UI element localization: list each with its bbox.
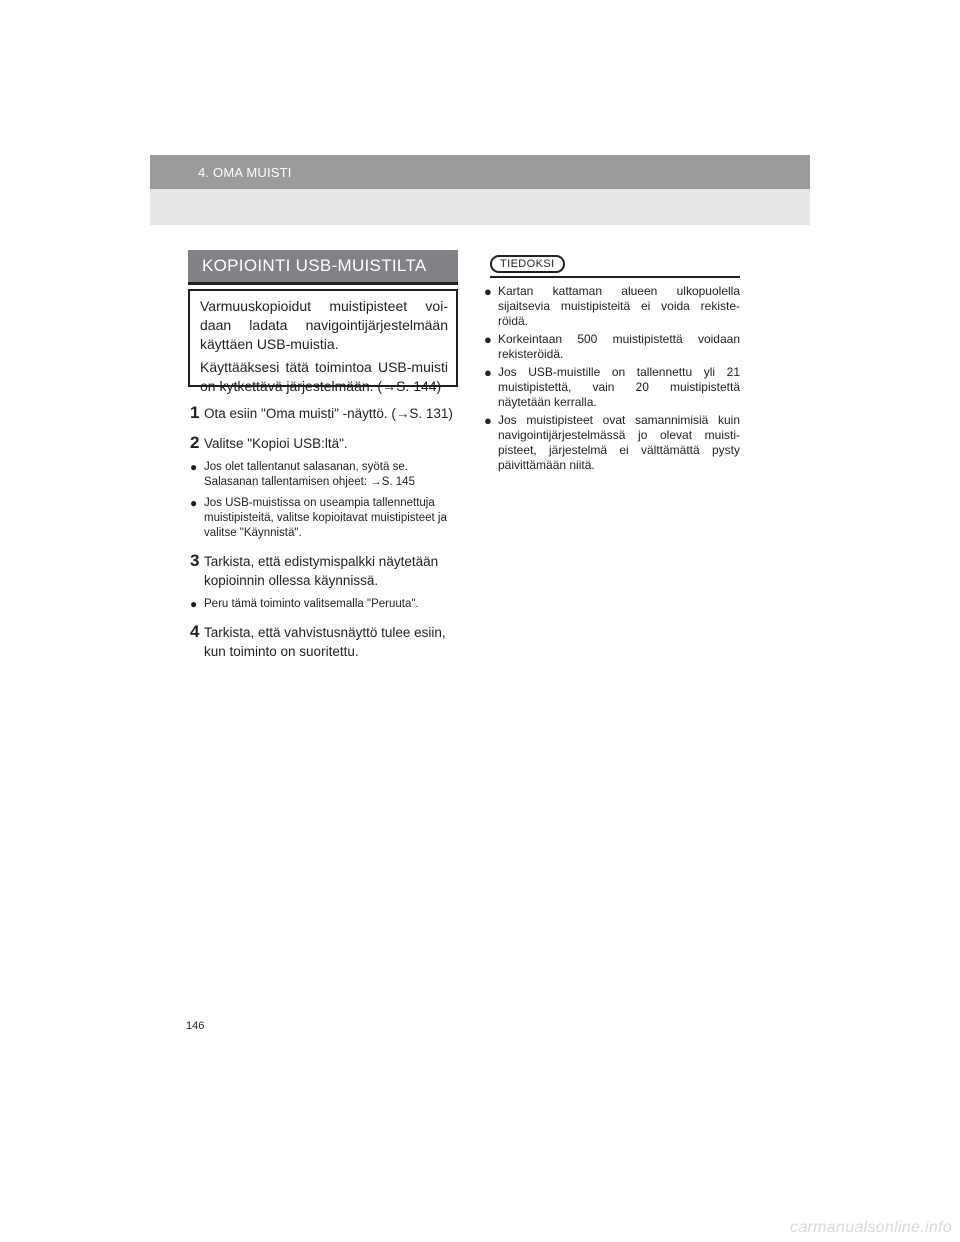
steps-list [190,404,462,661]
bullet-text: Peru tämä toiminto valitsemalla "Peruuta". [204,598,419,610]
step-number: 3 [190,551,200,570]
bullet-icon: ● [484,284,492,299]
tiedoksi-list [484,284,740,476]
section-title-rule [188,282,458,285]
tiedoksi-text: Korkeintaan 500 muistipistettä voidaan rekisteröidä. [498,332,740,361]
tiedoksi-text: Kartan kattaman alueen ulkopuolella sijaitsevia muistipisteitä ei voida rekiste-röidä. [498,284,740,328]
section-title: KOPIOINTI USB-MUISTILTA [188,250,458,282]
page-number: 146 [186,1020,205,1032]
bullet-text: Jos USB-muistissa on useampia tallennettuja muistipisteitä, valitse kopioitavat muistipisteet ja valitse "Käynnistä". [204,497,447,539]
step-bullet [190,597,462,612]
bullet-icon: ● [484,332,492,347]
tiedoksi-rule [490,276,740,278]
tiedoksi-item [484,413,740,473]
bullet-icon: ● [190,460,198,474]
bullet-icon: ● [190,496,198,510]
step-3 [190,552,462,590]
tiedoksi-item [484,332,740,362]
bullet-text: Jos olet tallentanut salasanan, syötä se. Salasanan tallentamisen ohjeet: →S. 145 [204,461,415,488]
tiedoksi-item [484,284,740,329]
intro-box [188,289,458,394]
bullet-icon: ● [190,597,198,611]
step-number: 4 [190,622,200,641]
step-bullet [190,460,462,490]
step-number: 2 [190,433,200,452]
header-band [150,189,810,225]
step-1 [190,404,462,423]
step-bullet [190,496,462,541]
step-text: Valitse "Kopioi USB:ltä". [204,436,348,451]
step-text: Tarkista, että edistymispalkki näytetään kopioinnin ollessa käynnissä. [204,554,439,588]
step-2 [190,434,462,453]
step-number: 1 [190,403,200,422]
step-text: Ota esiin "Oma muisti" -näyttö. (→S. 131) [204,406,453,421]
watermark[interactable]: carmanualsonline.info [790,1219,952,1236]
tiedoksi-text: Jos USB-muistille on tallennettu yli 21 muistipistettä, vain 20 muistipistettä näytetään kerralla. [498,365,740,409]
bullet-icon: ● [484,365,492,380]
tiedoksi-title: TIEDOKSI [490,255,565,273]
tiedoksi-item [484,365,740,410]
section-header: 4. OMA MUISTI [198,165,292,180]
step-4 [190,623,462,661]
tiedoksi-text: Jos muistipisteet ovat samannimisiä kuin navigointijärjestelmässä jo olevat muisti-pisteet, järjestelmä ei välttämättä pysty päivittämään niitä. [498,413,740,472]
intro-paragraph: Käyttääksesi tätä toimintoa USB-muisti on kytkettävä järjestelmään. (→S. 144) [200,359,448,394]
bullet-icon: ● [484,413,492,428]
step-text: Tarkista, että vahvistusnäyttö tulee esiin, kun toiminto on suoritettu. [204,625,446,659]
intro-paragraph: Varmuuskopioidut muistipisteet voi-daan ladata navigointijärjestelmään käyttäen USB-muistia. [200,298,448,352]
